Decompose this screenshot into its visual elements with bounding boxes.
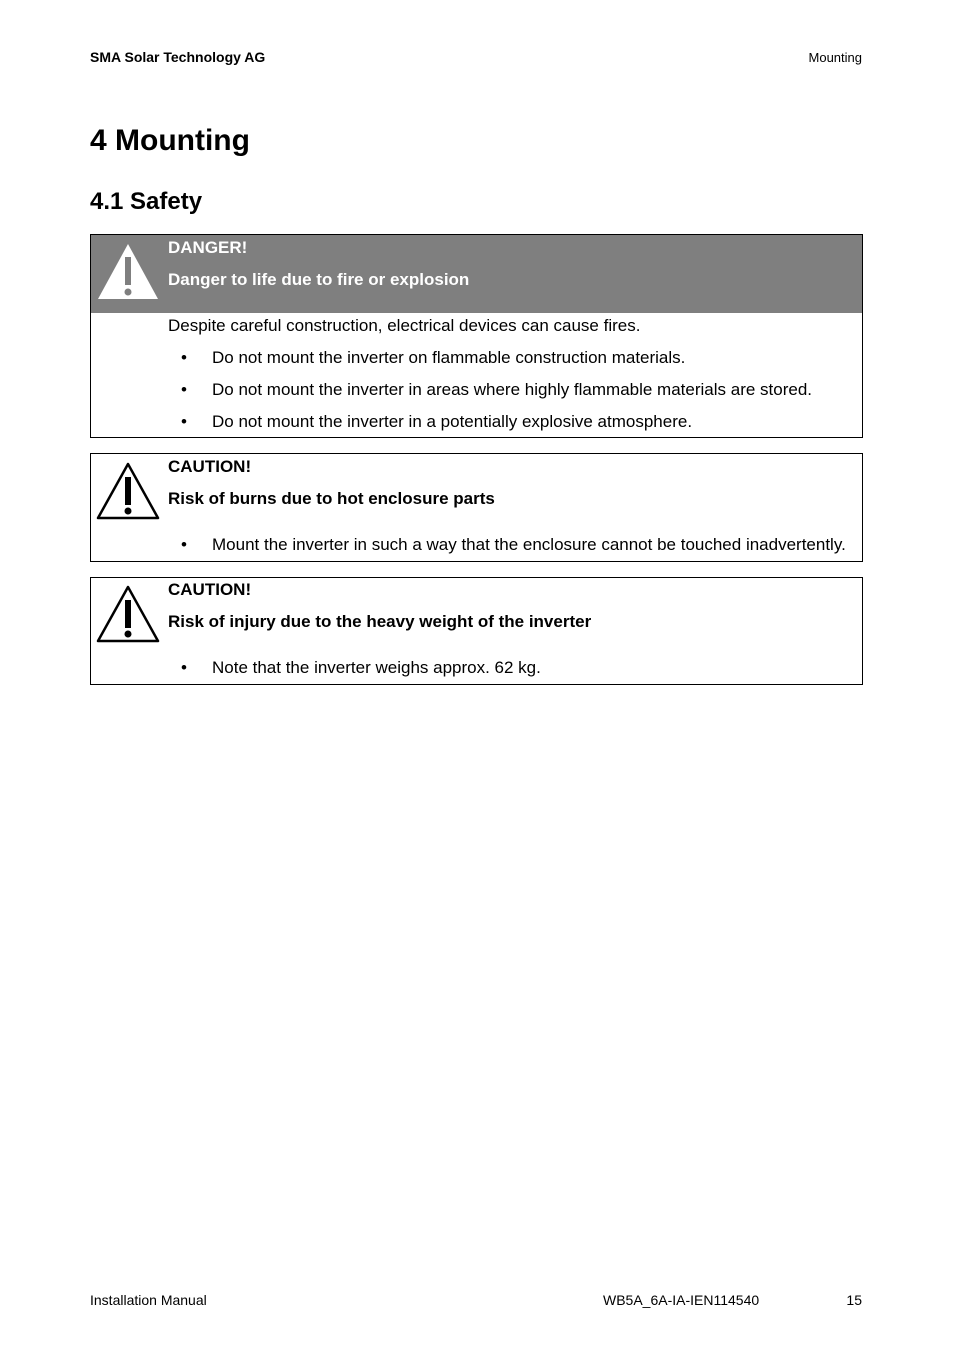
list-item-text: Do not mount the inverter in a potentially explosive atmosphere. [212, 412, 693, 431]
bullet-dot: • [181, 380, 187, 399]
danger-notice [90, 234, 863, 438]
caution-notice-weight [90, 577, 863, 685]
caution-signal-word: CAUTION! [168, 457, 252, 476]
warning-triangle-icon [95, 241, 161, 303]
bullet-dot: • [181, 348, 187, 367]
section-title: 4.1 Safety [90, 188, 203, 215]
warning-triangle-icon [95, 583, 161, 645]
footer-page-number: 15 [846, 1292, 862, 1308]
danger-intro: Despite careful construction, electrical devices can cause fires. [168, 316, 641, 335]
page-header-company: SMA Solar Technology AG [90, 49, 266, 65]
list-item-text: Do not mount the inverter in areas where highly flammable materials are stored. [212, 380, 813, 399]
caution-subject: Risk of injury due to the heavy weight of the inverter [168, 612, 592, 631]
caution-subject: Risk of burns due to hot enclosure parts [168, 489, 495, 508]
bullet-dot: • [181, 412, 187, 431]
caution-notice-burns [90, 453, 863, 562]
chapter-title: 4 Mounting [90, 124, 250, 157]
list-item-text: Note that the inverter weighs approx. 62 kg. [212, 658, 541, 677]
danger-subject: Danger to life due to fire or explosion [168, 270, 470, 289]
list-item-text: Do not mount the inverter on flammable construction materials. [212, 348, 686, 367]
bullet-dot: • [181, 535, 187, 554]
danger-header [91, 235, 862, 313]
caution-signal-word: CAUTION! [168, 580, 252, 599]
danger-signal-word: DANGER! [168, 238, 248, 257]
page-header-section: Mounting [808, 50, 862, 65]
warning-triangle-icon [95, 460, 161, 522]
footer-doc-id: WB5A_6A-IA-IEN114540 [603, 1292, 760, 1308]
list-item-text: Mount the inverter in such a way that the enclosure cannot be touched inadvertently. [212, 535, 846, 554]
footer-manual: Installation Manual [90, 1292, 207, 1308]
bullet-dot: • [181, 658, 187, 677]
